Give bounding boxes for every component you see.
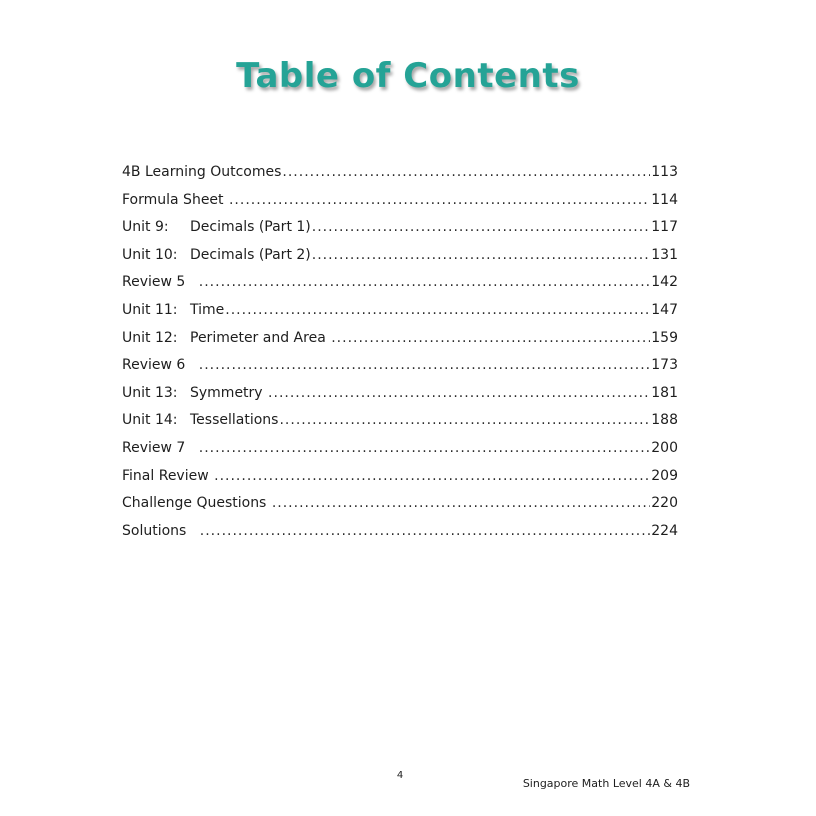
dot-leader — [200, 518, 650, 546]
toc-entry[interactable] — [122, 463, 678, 491]
toc-entry[interactable] — [122, 187, 678, 215]
dot-leader — [312, 214, 651, 242]
dot-leader — [272, 490, 650, 518]
toc-unit-number: Unit 13: — [122, 384, 178, 401]
dot-leader — [312, 242, 651, 270]
toc-entry[interactable] — [122, 297, 678, 325]
toc-entry-title: Solutions — [122, 522, 191, 539]
toc-entry[interactable] — [122, 435, 678, 463]
page-title: Table of Contents — [236, 56, 580, 96]
toc-entry-title: 4B Learning Outcomes — [122, 164, 282, 180]
dot-leader — [225, 297, 650, 325]
toc-entry[interactable] — [122, 407, 678, 435]
dot-leader — [199, 352, 651, 380]
toc-page-number: 224 — [651, 522, 678, 539]
table-of-contents — [122, 159, 678, 545]
toc-unit-number: Unit 11: — [122, 301, 178, 318]
toc-page-number: 200 — [651, 439, 678, 456]
toc-entry[interactable] — [122, 159, 678, 187]
toc-entry-title: Review 7 — [122, 439, 190, 456]
toc-entry-title: Final Review — [122, 467, 214, 484]
toc-entry-title: Time — [190, 301, 225, 318]
toc-unit-number: Unit 10: — [122, 246, 178, 263]
toc-page-number: 147 — [651, 301, 678, 318]
toc-page-number: 209 — [651, 467, 678, 484]
toc-entry[interactable] — [122, 352, 678, 380]
dot-leader — [199, 269, 651, 297]
toc-entry-title: Formula Sheet — [122, 191, 228, 208]
toc-page-number: 117 — [651, 219, 678, 236]
toc-page-number: 188 — [651, 412, 678, 429]
toc-entry-title: Decimals (Part 2) — [190, 246, 311, 263]
dot-leader — [268, 380, 650, 408]
toc-unit-number: Unit 12: — [122, 329, 178, 346]
toc-page-number: 131 — [651, 246, 678, 263]
toc-page-number: 142 — [651, 274, 678, 291]
toc-entry-title: Perimeter and Area — [190, 329, 331, 346]
toc-unit-number: Unit 14: — [122, 412, 178, 429]
toc-entry[interactable] — [122, 214, 678, 242]
dot-leader — [214, 463, 650, 491]
dot-leader — [229, 187, 650, 215]
toc-page-number: 173 — [651, 357, 678, 374]
toc-page-number: 114 — [651, 191, 678, 208]
dot-leader — [282, 159, 650, 187]
toc-entry[interactable] — [122, 325, 678, 353]
toc-page-number: 159 — [651, 329, 678, 346]
footer-book-title: Singapore Math Level 4A & 4B — [522, 777, 690, 790]
toc-entry[interactable] — [122, 490, 678, 518]
dot-leader — [199, 435, 651, 463]
toc-entry[interactable] — [122, 518, 678, 546]
toc-entry-title: Symmetry — [190, 384, 268, 401]
dot-leader — [331, 325, 650, 353]
toc-unit-number: Unit 9: — [122, 219, 169, 236]
footer-page-number: 4 — [396, 770, 404, 781]
toc-entry[interactable] — [122, 380, 678, 408]
toc-page-number: 220 — [651, 495, 678, 512]
toc-entry-title: Tessellations — [190, 412, 279, 429]
toc-entry[interactable] — [122, 242, 678, 270]
toc-entry-title: Review 6 — [122, 357, 190, 374]
toc-page-number: 113 — [651, 164, 678, 180]
dot-leader — [279, 407, 650, 435]
toc-entry-title: Decimals (Part 1) — [190, 219, 311, 236]
toc-entry-title: Challenge Questions — [122, 495, 271, 512]
toc-page-number: 181 — [651, 384, 678, 401]
toc-entry-title: Review 5 — [122, 274, 190, 291]
toc-entry[interactable] — [122, 269, 678, 297]
